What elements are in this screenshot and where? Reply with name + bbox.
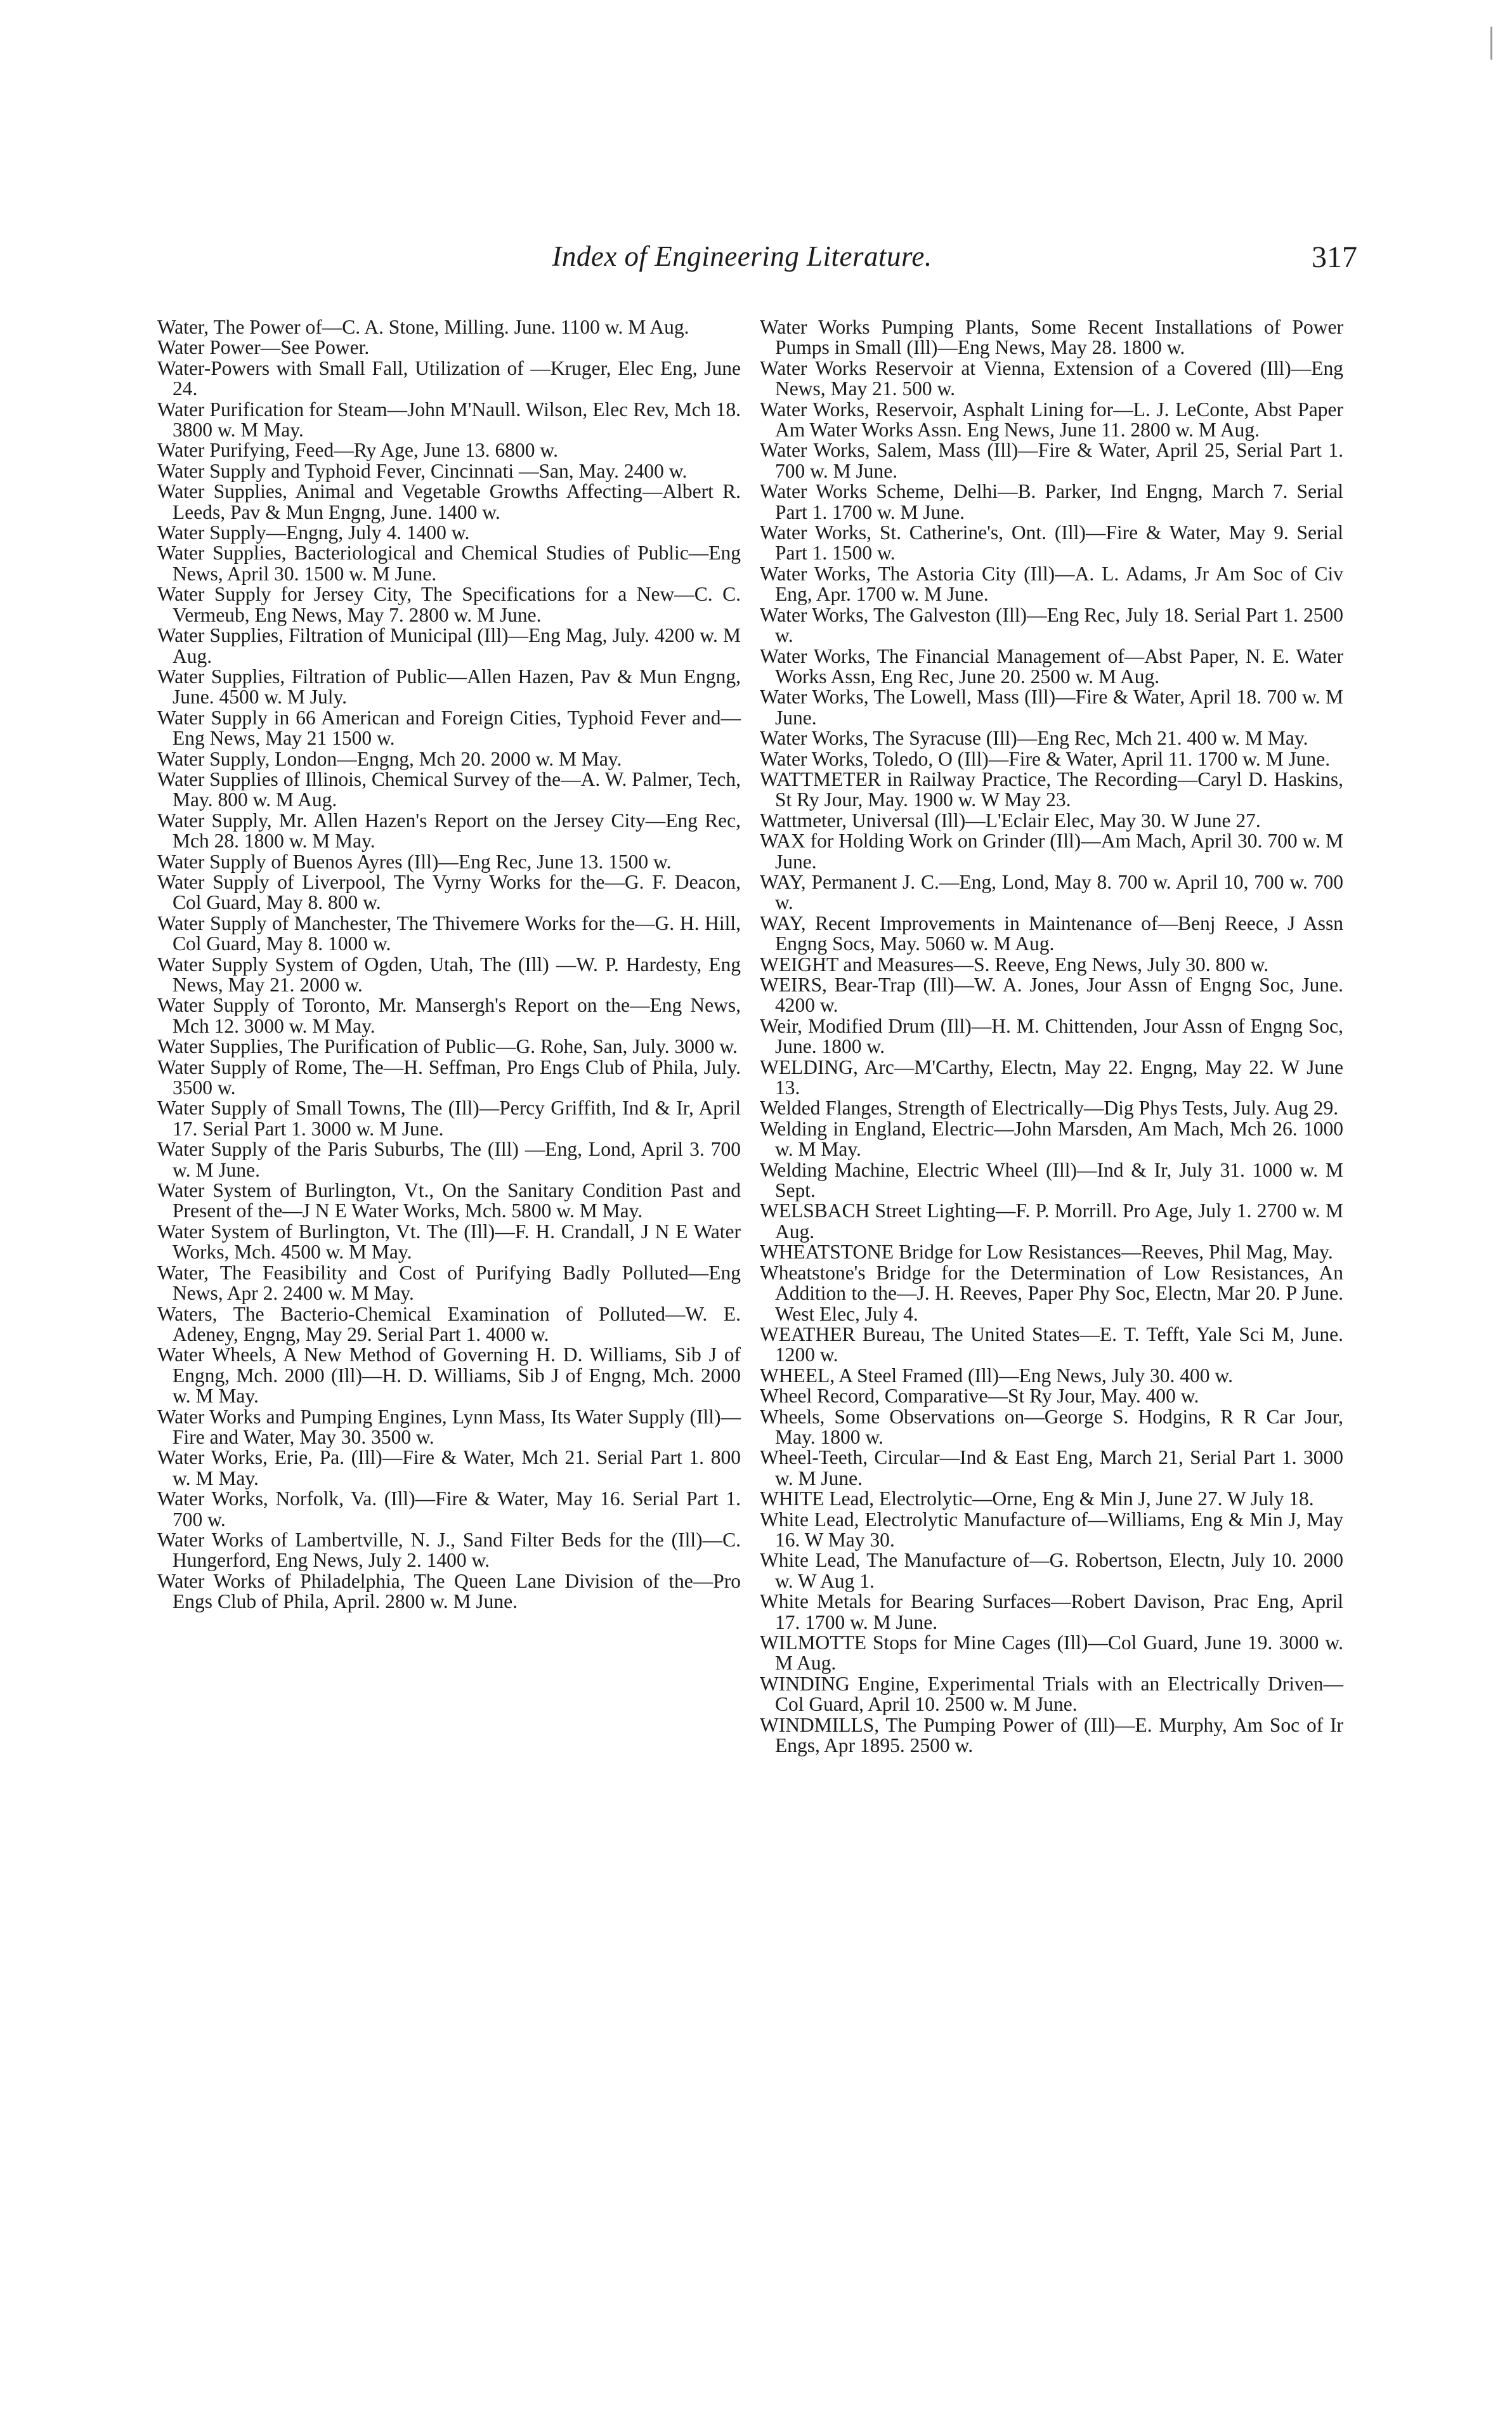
index-entry: WEIGHT and Measures—S. Reeve, Eng News, July 30. 800 w.	[760, 953, 1269, 976]
index-entry: Water Supply of Small Towns, The (Ill)—Percy Griffith, Ind & Ir, April 17. Serial Part 1. 3000 w. M June.	[157, 1097, 741, 1140]
left-column	[157, 317, 741, 1612]
index-entry: Water, The Power of—C. A. Stone, Milling. June. 1100 w. M Aug.	[157, 316, 689, 338]
index-entry: Water Supplies, Animal and Vegetable Growths Affecting—Albert R. Leeds, Pav & Mun Engng, June. 1400 w.	[157, 480, 741, 523]
index-entry: Water Supplies of Illinois, Chemical Survey of the—A. W. Palmer, Tech, May. 800 w. M Aug.	[157, 768, 741, 811]
index-entry: Water Works Scheme, Delhi—B. Parker, Ind Engng, March 7. Serial Part 1. 1700 w. M June.	[760, 480, 1343, 523]
index-entry: Wheel Record, Comparative—St Ry Jour, May. 400 w.	[760, 1385, 1199, 1408]
index-entry: Water Works, The Lowell, Mass (Ill)—Fire & Water, April 18. 700 w. M June.	[760, 686, 1343, 729]
index-entry: Water Supply and Typhoid Fever, Cincinnati —San, May. 2400 w.	[157, 459, 688, 482]
index-entry: White Metals for Bearing Surfaces—Robert Davison, Prac Eng, April 17. 1700 w. M June.	[760, 1590, 1343, 1633]
index-entry: Water Works, Toledo, O (Ill)—Fire & Water, April 11. 1700 w. M June.	[760, 747, 1331, 770]
index-entry: WATTMETER in Railway Practice, The Recording—Caryl D. Haskins, St Ry Jour, May. 1900 w. W May 23.	[760, 768, 1343, 811]
index-entry: Wheatstone's Bridge for the Determination of Low Resistances, An Addition to the—J. H. Reeves, Paper Phy Soc, Electn, Mar 20. P June. West Elec, July 4.	[760, 1261, 1343, 1325]
index-entry: WELDING, Arc—M'Carthy, Electn, May 22. Engng, May 22. W June 13.	[760, 1055, 1343, 1099]
index-entry: Water Purifying, Feed—Ry Age, June 13. 6800 w.	[157, 439, 558, 462]
index-entry: Water Works, The Syracuse (Ill)—Eng Rec, Mch 21. 400 w. M May.	[760, 727, 1308, 750]
page-number: 317	[1312, 240, 1357, 274]
index-entry: Water Works, St. Catherine's, Ont. (Ill)—Fire & Water, May 9. Serial Part 1. 1500 w.	[760, 521, 1343, 565]
index-entry: Water Supply of Rome, The—H. Seffman, Pro Engs Club of Phila, July. 3500 w.	[157, 1055, 741, 1099]
page-header	[0, 240, 1512, 291]
index-entry: WAY, Permanent J. C.—Eng, Lond, May 8. 700 w. April 10, 700 w. 700 w.	[760, 870, 1343, 914]
index-entry: Water Works, Salem, Mass (Ill)—Fire & Water, April 25, Serial Part 1. 700 w. M June.	[760, 439, 1343, 482]
index-entry: WELSBACH Street Lighting—F. P. Morrill. Pro Age, July 1. 2700 w. M Aug.	[760, 1199, 1343, 1243]
index-entry: White Lead, Electrolytic Manufacture of—Williams, Eng & Min J, May 16. W May 30.	[760, 1508, 1343, 1551]
index-entry: Welding in England, Electric—John Marsden, Am Mach, Mch 26. 1000 w. M May.	[760, 1117, 1343, 1161]
index-entry: Water Supplies, The Purification of Public—G. Rohe, San, July. 3000 w.	[157, 1035, 738, 1058]
index-entry: Water, The Feasibility and Cost of Purifying Badly Polluted—Eng News, Apr 2. 2400 w. M May.	[157, 1261, 741, 1305]
index-entry: Wheels, Some Observations on—George S. Hodgins, R R Car Jour, May. 1800 w.	[760, 1405, 1343, 1448]
index-entry: WINDMILLS, The Pumping Power of (Ill)—E. Murphy, Am Soc of Ir Engs, Apr 1895. 2500 w.	[760, 1713, 1343, 1757]
index-entry: Wattmeter, Universal (Ill)—L'Eclair Elec, May 30. W June 27.	[760, 809, 1261, 832]
index-entry: WHITE Lead, Electrolytic—Orne, Eng & Min J, June 27. W July 18.	[760, 1487, 1314, 1510]
running-title: Index of Engineering Literature.	[552, 240, 932, 272]
index-entry: WHEATSTONE Bridge for Low Resistances—Reeves, Phil Mag, May.	[760, 1241, 1333, 1264]
index-entry: Water Supplies, Filtration of Public—Allen Hazen, Pav & Mun Engng, June. 4500 w. M July.	[157, 665, 741, 709]
index-entry: Weir, Modified Drum (Ill)—H. M. Chittenden, Jour Assn of Engng Soc, June. 1800 w.	[760, 1014, 1343, 1058]
index-entry: Water Works, Erie, Pa. (Ill)—Fire & Water, Mch 21. Serial Part 1. 800 w. M May.	[157, 1446, 741, 1489]
right-column	[760, 317, 1343, 1756]
index-entry: WHEEL, A Steel Framed (Ill)—Eng News, July 30. 400 w.	[760, 1364, 1233, 1387]
index-entry: WAY, Recent Improvements in Maintenance of—Benj Reece, J Assn Engng Socs, May. 5060 w. M Aug.	[760, 912, 1343, 955]
index-entry: WEIRS, Bear-Trap (Ill)—W. A. Jones, Jour Assn of Engng Soc, June. 4200 w.	[760, 974, 1343, 1017]
index-entry: WINDING Engine, Experimental Trials with an Electrically Driven—Col Guard, April 10. 2500 w. M June.	[760, 1672, 1343, 1716]
index-entry: Water Works, Reservoir, Asphalt Lining for—L. J. LeConte, Abst Paper Am Water Works Assn. Eng News, June 11. 2800 w. M Aug.	[760, 398, 1343, 441]
index-entry: Wheel-Teeth, Circular—Ind & East Eng, March 21, Serial Part 1. 3000 w. M June.	[760, 1446, 1343, 1489]
index-entry: Water Works, The Galveston (Ill)—Eng Rec, July 18. Serial Part 1. 2500 w.	[760, 603, 1343, 647]
index-entry: Water Supplies, Filtration of Municipal (Ill)—Eng Mag, July. 4200 w. M Aug.	[157, 624, 741, 667]
index-entry: Water System of Burlington, Vt. The (Ill)—F. H. Crandall, J N E Water Works, Mch. 4500 w. M May.	[157, 1220, 741, 1264]
index-entry: Water Purification for Steam—John M'Naull. Wilson, Elec Rev, Mch 18. 3800 w. M May.	[157, 398, 741, 441]
index-entry: Water Works of Lambertville, N. J., Sand Filter Beds for the (Ill)—C. Hungerford, Eng News, July 2. 1400 w.	[157, 1528, 741, 1572]
index-entry: Water Wheels, A New Method of Governing H. D. Williams, Sib J of Engng, Mch. 2000 (Ill)—H. D. Williams, Sib J of Engng, Mch. 2000 w. M May.	[157, 1343, 741, 1408]
index-entry: WAX for Holding Work on Grinder (Ill)—Am Mach, April 30. 700 w. M June.	[760, 830, 1343, 873]
index-entry: Water Supply, Mr. Allen Hazen's Report on the Jersey City—Eng Rec, Mch 28. 1800 w. M May.	[157, 809, 741, 853]
index-entry: Water Supply of Toronto, Mr. Mansergh's Report on the—Eng News, Mch 12. 3000 w. M May.	[157, 994, 741, 1037]
index-entry: Water Supply in 66 American and Foreign Cities, Typhoid Fever and—Eng News, May 21 1500 w.	[157, 706, 741, 750]
index-entry: Water Works Reservoir at Vienna, Extension of a Covered (Ill)—Eng News, May 21. 500 w.	[760, 356, 1343, 400]
index-entry: White Lead, The Manufacture of—G. Robertson, Electn, July 10. 2000 w. W Aug 1.	[760, 1549, 1343, 1592]
index-entry: WILMOTTE Stops for Mine Cages (Ill)—Col Guard, June 19. 3000 w. M Aug.	[760, 1631, 1343, 1675]
index-entry: Water Works Pumping Plants, Some Recent Installations of Power Pumps in Small (Ill)—Eng News, May 28. 1800 w.	[760, 316, 1343, 359]
index-entry: Welding Machine, Electric Wheel (Ill)—Ind & Ir, July 31. 1000 w. M Sept.	[760, 1158, 1343, 1202]
index-entry: Water Supply—Engng, July 4. 1400 w.	[157, 521, 470, 544]
index-entry: Water Power—See Power.	[157, 336, 370, 359]
index-entry: Water System of Burlington, Vt., On the Sanitary Condition Past and Present of the—J N E Water Works, Mch. 5800 w. M May.	[157, 1179, 741, 1222]
scan-edge-mark	[1490, 27, 1492, 60]
index-entry: Waters, The Bacterio-Chemical Examination of Polluted—W. E. Adeney, Engng, May 29. Serial Part 1. 4000 w.	[157, 1302, 741, 1345]
index-entry: Water Supply System of Ogden, Utah, The (Ill) —W. P. Hardesty, Eng News, May 21. 2000 w.	[157, 953, 741, 996]
index-entry: Water Supply of Liverpool, The Vyrny Works for the—G. F. Deacon, Col Guard, May 8. 800 w.	[157, 870, 741, 914]
index-entry: Water Supplies, Bacteriological and Chemical Studies of Public—Eng News, April 30. 1500 w. M June.	[157, 542, 741, 585]
index-entry: Water Supply for Jersey City, The Specifications for a New—C. C. Vermeub, Eng News, May 7. 2800 w. M June.	[157, 583, 741, 626]
index-entry: Water Works of Philadelphia, The Queen Lane Division of the—Pro Engs Club of Phila, April. 2800 w. M June.	[157, 1569, 741, 1613]
index-entry: Water Works and Pumping Engines, Lynn Mass, Its Water Supply (Ill)—Fire and Water, May 30. 3500 w.	[157, 1405, 741, 1448]
index-entry: Water Supply of Manchester, The Thivemere Works for the—G. H. Hill, Col Guard, May 8. 1000 w.	[157, 912, 741, 955]
index-entry: Welded Flanges, Strength of Electrically—Dig Phys Tests, July. Aug 29.	[760, 1097, 1339, 1120]
index-entry: Water Works, The Financial Management of—Abst Paper, N. E. Water Works Assn, Eng Rec, June 20. 2500 w. M Aug.	[760, 644, 1343, 688]
index-entry: Water Works, Norfolk, Va. (Ill)—Fire & Water, May 16. Serial Part 1. 700 w.	[157, 1487, 741, 1531]
index-entry: Water Supply of the Paris Suburbs, The (Ill) —Eng, Lond, April 3. 700 w. M June.	[157, 1138, 741, 1181]
index-entry: Water Supply of Buenos Ayres (Ill)—Eng Rec, June 13. 1500 w.	[157, 850, 672, 873]
index-entry: WEATHER Bureau, The United States—E. T. Tefft, Yale Sci M, June. 1200 w.	[760, 1323, 1343, 1366]
index-entry: Water Works, The Astoria City (Ill)—A. L. Adams, Jr Am Soc of Civ Eng, Apr. 1700 w. M June.	[760, 562, 1343, 606]
index-entry: Water-Powers with Small Fall, Utilization of —Kruger, Elec Eng, June 24.	[157, 356, 741, 400]
index-entry: Water Supply, London—Engng, Mch 20. 2000 w. M May.	[157, 747, 622, 770]
